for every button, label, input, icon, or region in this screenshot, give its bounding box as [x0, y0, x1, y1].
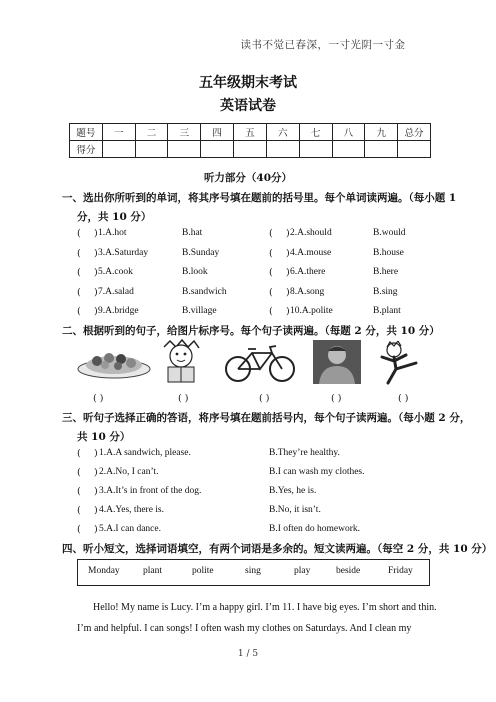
word-bank-item: play [294, 566, 311, 576]
score-cell: 四 [201, 124, 234, 141]
option-b: B.village [182, 306, 217, 316]
picture-blank[interactable]: ( ) [331, 393, 342, 404]
answer-paren-open[interactable]: ( [77, 505, 81, 516]
word-bank-item: Friday [388, 566, 413, 576]
word-bank-item: plant [143, 566, 162, 576]
answer-paren-close: ) [94, 524, 98, 535]
score-blank [398, 141, 431, 158]
option-a: 1.A.A sandwich, please. [99, 448, 191, 458]
answer-paren-close: ) [286, 228, 290, 239]
answer-paren-close: ) [286, 306, 290, 317]
answer-paren-open[interactable]: ( [269, 248, 273, 259]
option-a: 1.A.hot [98, 228, 127, 238]
option-b: B.hat [182, 228, 203, 238]
score-blank [102, 141, 135, 158]
option-a: 2.A.should [290, 228, 332, 238]
answer-paren-open[interactable]: ( [77, 306, 81, 317]
word-bank-item: Monday [88, 566, 120, 576]
score-cell: 六 [266, 124, 299, 141]
option-b: B.They’re healthy. [269, 448, 340, 458]
answer-paren-open[interactable]: ( [269, 267, 273, 278]
option-a: 3.A.It’s in front of the dog. [99, 486, 202, 496]
answer-paren-close: ) [94, 228, 98, 239]
option-a: 4.A.Yes, there is. [99, 505, 165, 515]
answer-paren-open[interactable]: ( [269, 228, 273, 239]
score-cell: 总分 [398, 124, 431, 141]
score-cell: 一 [102, 124, 135, 141]
option-b: B.would [373, 228, 406, 238]
word-bank-item: polite [192, 566, 214, 576]
option-b: B.sandwich [182, 287, 227, 297]
score-cell: 八 [332, 124, 365, 141]
answer-paren-close: ) [286, 267, 290, 278]
score-blank [332, 141, 365, 158]
sec1-instruction: 一、选出你所听到的单词，将其序号填在题前的括号里。每个单词读两遍。（每小题 1 [62, 192, 457, 204]
answer-paren-close: ) [94, 467, 98, 478]
score-cell: 题号 [70, 124, 103, 141]
score-blank [135, 141, 168, 158]
answer-paren-close: ) [286, 287, 290, 298]
word-bank-item: beside [336, 566, 361, 576]
answer-paren-close: ) [286, 248, 290, 259]
answer-paren-close: ) [94, 448, 98, 459]
option-a: 5.A.I can dance. [99, 524, 161, 534]
option-b: B.look [182, 267, 208, 277]
option-b: B.I often do homework. [269, 524, 361, 534]
listening-title: 听力部分（40分） [203, 172, 293, 184]
word-bank-item: sing [245, 566, 261, 576]
picture-blank[interactable]: ( ) [398, 393, 409, 404]
answer-paren-open[interactable]: ( [77, 248, 81, 259]
score-cell: 九 [365, 124, 398, 141]
sec4-instruction: 四、听小短文，选择词语填空，有两个词语是多余的。短文读两遍。（每空 2 分，共 10 分） [62, 543, 493, 555]
answer-paren-open[interactable]: ( [77, 267, 81, 278]
girl-reading-image [156, 339, 206, 385]
option-a: 3.A.Saturday [98, 248, 149, 258]
score-blank [234, 141, 267, 158]
answer-paren-open[interactable]: ( [77, 228, 81, 239]
man-photo-image [313, 340, 361, 384]
option-b: B.house [373, 248, 404, 258]
score-blank [299, 141, 332, 158]
answer-paren-close: ) [94, 267, 98, 278]
picture-blank[interactable]: ( ) [259, 393, 270, 404]
answer-paren-close: ) [94, 306, 98, 317]
option-a: 9.A.bridge [98, 306, 139, 316]
score-cell: 三 [168, 124, 201, 141]
option-a: 8.A.song [290, 287, 325, 297]
answer-paren-open[interactable]: ( [269, 306, 273, 317]
answer-paren-close: ) [94, 287, 98, 298]
answer-paren-open[interactable]: ( [269, 287, 273, 298]
score-header-row [70, 124, 431, 141]
sec3-instruction-cont: 共 10 分） [77, 431, 131, 443]
option-b: B.Yes, he is. [269, 486, 317, 496]
exam-subtitle: 英语试卷 [220, 98, 276, 114]
picture-blank[interactable]: ( ) [93, 393, 104, 404]
score-row-label: 得分 [70, 141, 103, 158]
score-value-row [70, 141, 431, 158]
option-b: B.plant [373, 306, 401, 316]
salad-plate-image [75, 345, 153, 379]
score-blank [365, 141, 398, 158]
passage-line: I’m and helpful. I can songs! I often wash my clothes on Saturdays. And I clean my [77, 623, 412, 634]
bicycle-image [224, 343, 296, 383]
answer-paren-close: ) [94, 486, 98, 497]
score-blank [168, 141, 201, 158]
answer-paren-open[interactable]: ( [77, 448, 81, 459]
option-a: 2.A.No, I can’t. [99, 467, 159, 477]
score-cell: 二 [135, 124, 168, 141]
option-a: 10.A.polite [290, 306, 333, 316]
answer-paren-close: ) [94, 505, 98, 516]
header-motto: 读书不觉已春深，一寸光阴一寸金 [240, 39, 406, 51]
answer-paren-open[interactable]: ( [77, 467, 81, 478]
answer-paren-open[interactable]: ( [77, 524, 81, 535]
option-b: B.Sunday [182, 248, 220, 258]
score-cell: 七 [299, 124, 332, 141]
option-a: 7.A.salad [98, 287, 134, 297]
word-bank-box [77, 559, 430, 586]
score-table [69, 123, 431, 158]
answer-paren-open[interactable]: ( [77, 486, 81, 497]
score-blank [266, 141, 299, 158]
sec1-instruction-cont: 分，共 10 分） [77, 211, 152, 223]
score-blank [201, 141, 234, 158]
option-b: B.here [373, 267, 399, 277]
picture-blank[interactable]: ( ) [178, 393, 189, 404]
answer-paren-close: ) [94, 248, 98, 259]
option-b: B.No, it isn’t. [269, 505, 321, 515]
answer-paren-open[interactable]: ( [77, 287, 81, 298]
option-b: B.sing [373, 287, 398, 297]
sec2-instruction: 二、根据听到的句子，给图片标序号。每个句子读两遍。（每题 2 分，共 10 分） [62, 325, 440, 337]
option-a: 6.A.there [290, 267, 326, 277]
option-a: 5.A.cook [98, 267, 133, 277]
passage-line: Hello! My name is Lucy. I’m a happy girl. I’m 11. I have big eyes. I’m short and thin. [93, 602, 437, 613]
score-cell: 五 [234, 124, 267, 141]
option-a: 4.A.mouse [290, 248, 332, 258]
exam-title: 五年级期末考试 [199, 75, 297, 91]
option-b: B.I can wash my clothes. [269, 467, 365, 477]
page-number: 1 / 5 [237, 649, 259, 659]
kicking-boy-image [376, 341, 420, 385]
sec3-instruction: 三、听句子选择正确的答语，将序号填在题前括号内，每个句子读两遍。（每小题 2 分， [62, 412, 471, 424]
